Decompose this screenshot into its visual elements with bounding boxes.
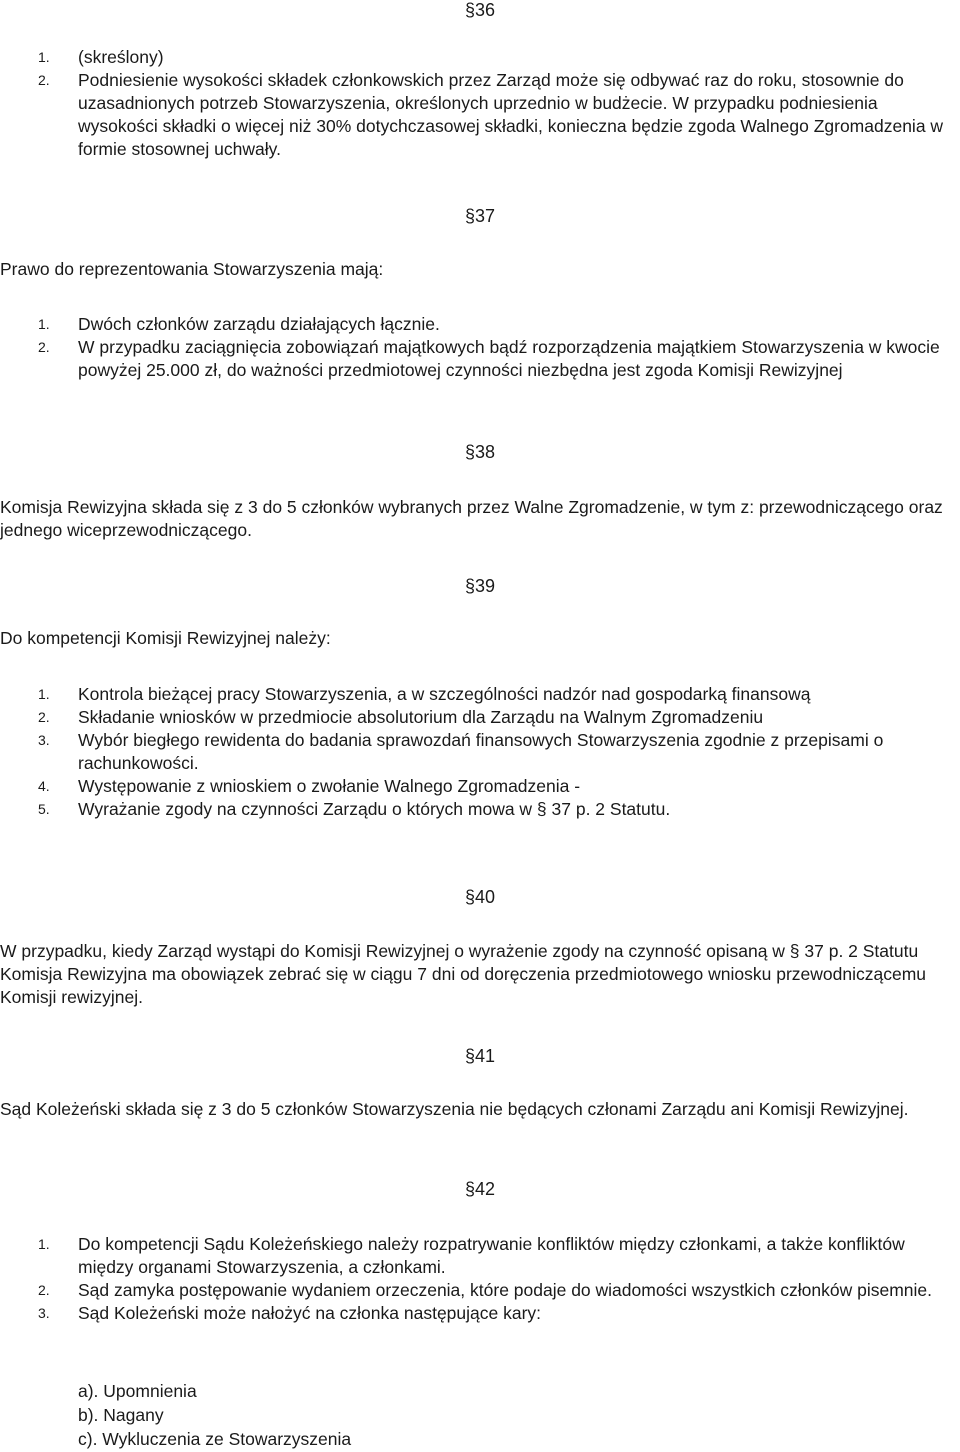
section-heading-40: §40 [465,887,496,907]
section-heading-42: §42 [465,1179,496,1199]
list-item: 5. Wyrażanie zgody na czynności Zarządu o których mowa w § 37 p. 2 Statutu. [38,799,671,819]
list-item: 3. Sąd Koleżeński może nałożyć na członka następujące kary: [38,1303,542,1323]
section-heading-39: §39 [465,576,496,596]
penalties-list [78,1380,351,1452]
list-item: 2. Podniesienie wysokości składek członkowskich przez Zarząd może się odbywać raz do roku, stosownie do uzasadnionych potrzeb Stowarzyszenia, określonych uprzednio w budżecie. W przypadku podniesienia wysokości składki o więcej niż 30% dotychczasowej składki, konieczna będzie zgoda Walnego Zgromadzenia w formie stosownej uchwały. [38,70,944,159]
section-42-list [0,1233,950,1325]
list-item: 3. Wybór biegłego rewidenta do badania sprawozdań finansowych Stowarzyszenia zgodnie z przepisami o rachunkowości. [38,730,884,773]
section-heading-37: §37 [465,206,496,226]
section-40-text: W przypadku, kiedy Zarząd wystąpi do Komisji Rewizyjnej o wyrażenie zgody na czynność opisaną w § 37 p. 2 Statutu Komisja Rewizyjna ma obowiązek zebrać się w ciągu 7 dni od doręczenia przedmiotowego wniosku przewodniczącemu Komisji rewizyjnej. [0,941,927,1007]
section-heading-38: §38 [465,442,496,462]
list-item: 1. Kontrola bieżącej pracy Stowarzyszenia, a w szczególności nadzór nad gospodarką finansową [38,684,811,704]
penalty-item: a). Upomnienia [78,1381,197,1401]
section-37-list [0,313,950,382]
section-39-list [0,683,950,821]
penalty-item: b). Nagany [78,1405,164,1425]
list-item: 2. W przypadku zaciągnięcia zobowiązań majątkowych bądź rozporządzenia majątkiem Stowarzyszenia w kwocie powyżej 25.000 zł, do ważności przedmiotowej czynności niezbędna jest zgoda Komisji Rewizyjnej [38,337,940,380]
list-item: 1. (skreślony) [38,47,164,67]
list-item: 1. Do kompetencji Sądu Koleżeńskiego należy rozpatrywanie konfliktów między członkami, a także konfliktów między organami Stowarzyszenia, a członkami. [38,1234,905,1277]
section-39-intro: Do kompetencji Komisji Rewizyjnej należy: [0,628,331,648]
section-41-text: Sąd Koleżeński składa się z 3 do 5 członków Stowarzyszenia nie będących członami Zarządu ani Komisji Rewizyjnej. [0,1099,909,1119]
section-heading-41: §41 [465,1046,496,1066]
section-36-list [0,46,950,161]
section-heading-36: §36 [465,0,496,20]
list-item: 2. Sąd zamyka postępowanie wydaniem orzeczenia, które podaje do wiadomości wszystkich członków pisemnie. [38,1280,933,1300]
list-item: 1. Dwóch członków zarządu działających łącznie. [38,314,440,334]
section-38-text: Komisja Rewizyjna składa się z 3 do 5 członków wybranych przez Walne Zgromadzenie, w tym z: przewodniczącego oraz jednego wiceprzewodniczącego. [0,497,943,540]
section-37-intro: Prawo do reprezentowania Stowarzyszenia mają: [0,259,384,279]
penalty-item: c). Wykluczenia ze Stowarzyszenia [78,1429,352,1449]
list-item: 2. Składanie wniosków w przedmiocie absolutorium dla Zarządu na Walnym Zgromadzeniu [38,707,764,727]
list-item: 4. Występowanie z wnioskiem o zwołanie Walnego Zgromadzenia - [38,776,581,796]
